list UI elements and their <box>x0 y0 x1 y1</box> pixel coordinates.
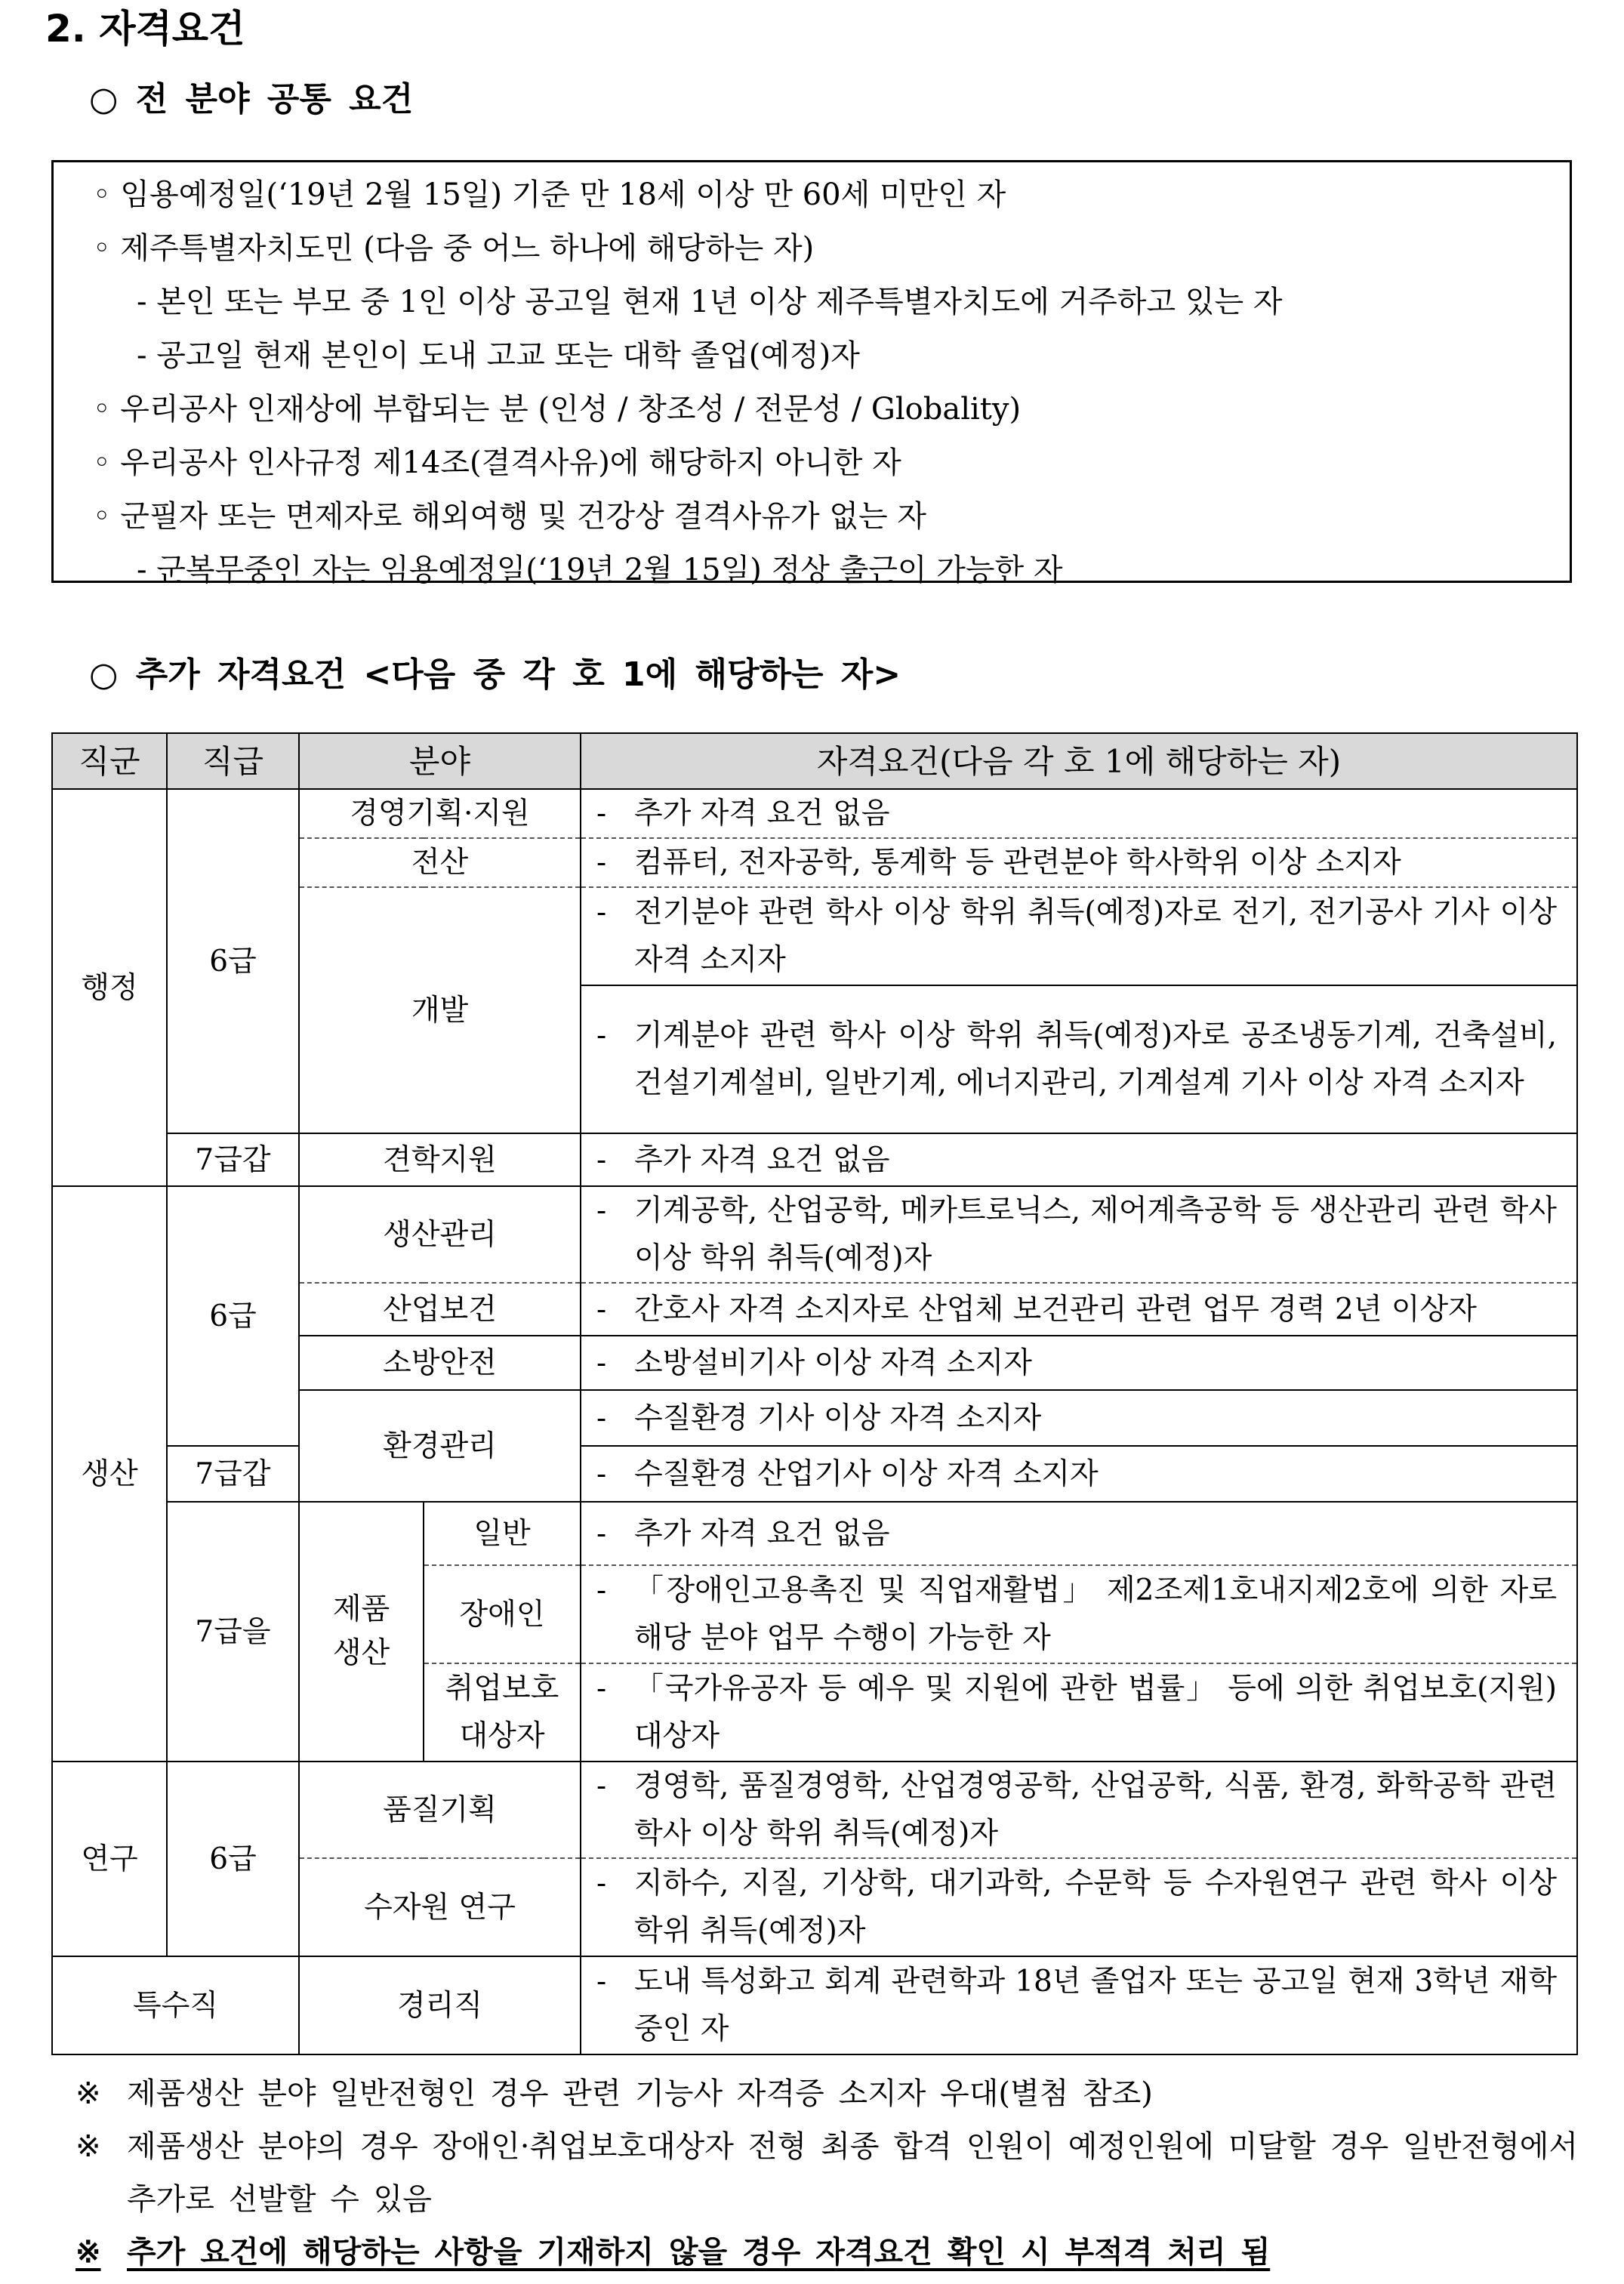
header-requirements: 자격요건(다음 각 호 1에 해당하는 자) <box>581 733 1577 789</box>
table-row: 7급을 제품 생산 일반 - 추가 자격 요건 없음 <box>52 1502 1577 1565</box>
requirement-text: 수질환경 기사 이상 자격 소지자 <box>634 1401 1042 1435</box>
subfield-disabled: 장애인 <box>424 1565 581 1663</box>
table-row: 7급갑 - 수질환경 산업기사 이상 자격 소지자 <box>52 1446 1577 1502</box>
section-title: 2. 자격요건 <box>45 7 245 51</box>
additional-requirements-title: ○ 추가 자격요건 <다음 중 각 호 1에 해당하는 자> <box>89 655 901 694</box>
common-subline: - 군복무중인 자는 임용예정일(‘19년 2월 15일) 정상 출근이 가능한 자 <box>137 553 1063 587</box>
requirement-text: 추가 자격 요건 없음 <box>634 797 890 831</box>
group-production: 생산 <box>52 1186 167 1762</box>
field-water-research: 수자원 연구 <box>299 1858 581 1956</box>
requirement-text: 경영학, 품질경영학, 산업경영공학, 산업공학, 식품, 환경, 화학공학 관련 학사 이상 학위 취득(예정)자 <box>634 1769 1557 1851</box>
common-line: ◦ 우리공사 인사규정 제14조(결격사유)에 해당하지 아니한 자 <box>93 445 901 480</box>
field-intern-support: 견학지원 <box>299 1133 581 1186</box>
subfield-general: 일반 <box>424 1502 581 1565</box>
table-row: 환경관리 - 수질환경 기사 이상 자격 소지자 <box>52 1390 1577 1446</box>
field-mgmt-support: 경영기획·지원 <box>299 789 581 838</box>
notes <box>75 2067 1578 2279</box>
table-row: 연구 6급 품질기획 - 경영학, 품질경영학, 산업경영공학, 산업공학, 식품, 환경, 화학공학 관련 학사 이상 학위 취득(예정)자 <box>52 1762 1577 1858</box>
requirement-text: 도내 특성화고 회계 관련학과 18년 졸업자 또는 공고일 현재 3학년 재학중인 자 <box>634 1965 1557 2046</box>
field-accounting: 경리직 <box>299 1956 581 2054</box>
note-mark: ※ <box>75 2129 101 2164</box>
requirement-text: 추가 자격 요건 없음 <box>634 1142 890 1177</box>
note-warning <box>75 2226 1578 2279</box>
grade-6: 6급 <box>167 789 299 1133</box>
requirement-text: 간호사 자격 소지자로 산업체 보건관리 관련 업무 경력 2년 이상자 <box>634 1292 1477 1327</box>
requirement-text: 「국가유공자 등 예우 및 지원에 관한 법률」 등에 의한 취업보호(지원)대상자 <box>634 1672 1557 1753</box>
requirement-text: 전기분야 관련 학사 이상 학위 취득(예정)자로 전기, 전기공사 기사 이상 자격 소지자 <box>634 895 1557 977</box>
field-industrial-health: 산업보건 <box>299 1283 581 1336</box>
table-row: 장애인 - 「장애인고용촉진 및 직업재활법」 제2조제1호내지제2호에 의한 자로 해당 분야 업무 수행이 가능한 자 <box>52 1565 1577 1663</box>
requirement-text: 소방설비기사 이상 자격 소지자 <box>634 1345 1032 1380</box>
header-field: 분야 <box>299 733 581 789</box>
note-text: 제품생산 분야의 경우 장애인·취업보호대상자 전형 최종 합격 인원이 예정인원에 미달할 경우 일반전형에서 추가로 선발할 수 있음 <box>127 2129 1578 2217</box>
field-production-mgmt: 생산관리 <box>299 1186 581 1283</box>
common-requirements-box <box>51 160 1572 587</box>
header-group: 직군 <box>52 733 167 789</box>
table-row: 전산 - 컴퓨터, 전자공학, 통계학 등 관련분야 학사학위 이상 소지자 <box>52 838 1577 887</box>
common-line: ◦ 제주특별자치도민 (다음 중 어느 하나에 해당하는 자) <box>93 231 815 266</box>
table-header-row <box>52 733 1577 789</box>
common-subline: - 본인 또는 부모 중 1인 이상 공고일 현재 1년 이상 제주특별자치도에 거주하고 있는 자 <box>137 285 1283 319</box>
common-line: ◦ 임용예정일(‘19년 2월 15일) 기준 만 18세 이상 만 60세 미만인 자 <box>93 177 1006 212</box>
table-row: 수자원 연구 - 지하수, 지질, 기상학, 대기과학, 수문학 등 수자원연구 관련 학사 이상 학위 취득(예정)자 <box>52 1858 1577 1956</box>
requirement-text: 컴퓨터, 전자공학, 통계학 등 관련분야 학사학위 이상 소지자 <box>634 846 1401 880</box>
group-admin: 행정 <box>52 789 167 1186</box>
additional-requirements-table <box>51 732 1578 2055</box>
requirement-text: 기계분야 관련 학사 이상 학위 취득(예정)자로 공조냉동기계, 건축설비, 건설기계설비, 일반기계, 에너지관리, 기계설계 기사 이상 자격 소지자 <box>634 1019 1557 1100</box>
field-environment-mgmt: 환경관리 <box>299 1390 581 1502</box>
field-dev: 개발 <box>299 887 581 1133</box>
requirement-text: 「장애인고용촉진 및 직업재활법」 제2조제1호내지제2호에 의한 자로 해당 분야 업무 수행이 가능한 자 <box>634 1574 1557 1655</box>
field-fire-safety: 소방안전 <box>299 1336 581 1390</box>
table-row: 취업보호 대상자 - 「국가유공자 등 예우 및 지원에 관한 법률」 등에 의한 취업보호(지원)대상자 <box>52 1663 1577 1762</box>
note-mark: ※ <box>75 2076 101 2111</box>
table-row: 산업보건 - 간호사 자격 소지자로 산업체 보건관리 관련 업무 경력 2년 이상자 <box>52 1283 1577 1336</box>
field-it: 전산 <box>299 838 581 887</box>
common-line: ◦ 군필자 또는 면제자로 해외여행 및 건강상 결격사유가 없는 자 <box>93 499 927 534</box>
requirement-text: 지하수, 지질, 기상학, 대기과학, 수문학 등 수자원연구 관련 학사 이상 학위 취득(예정)자 <box>634 1866 1557 1948</box>
header-grade: 직급 <box>167 733 299 789</box>
requirement-text: 추가 자격 요건 없음 <box>634 1516 890 1551</box>
grade-7b: 7급을 <box>167 1502 299 1762</box>
note-text: 추가 요건에 해당하는 사항을 기재하지 않을 경우 자격요건 확인 시 부적격 처리 됨 <box>127 2234 1271 2270</box>
field-product-production: 제품 생산 <box>299 1502 424 1762</box>
note-text: 제품생산 분야 일반전형인 경우 관련 기능사 자격증 소지자 우대(별첨 참조) <box>127 2076 1153 2111</box>
note-mark: ※ <box>75 2234 101 2270</box>
requirement-text: 기계공학, 산업공학, 메카트로닉스, 제어계측공학 등 생산관리 관련 학사 이상 학위 취득(예정)자 <box>634 1194 1557 1275</box>
field-quality-planning: 품질기획 <box>299 1762 581 1858</box>
grade-7a: 7급갑 <box>167 1446 299 1502</box>
subfield-employment-protection: 취업보호 대상자 <box>424 1663 581 1762</box>
grade-7a: 7급갑 <box>167 1133 299 1186</box>
group-special: 특수직 <box>52 1956 299 2054</box>
table-row: 7급갑 견학지원 - 추가 자격 요건 없음 <box>52 1133 1577 1186</box>
note <box>75 2067 1578 2120</box>
table-row: 소방안전 - 소방설비기사 이상 자격 소지자 <box>52 1336 1577 1390</box>
table-row: 생산 6급 생산관리 - 기계공학, 산업공학, 메카트로닉스, 제어계측공학 등 생산관리 관련 학사 이상 학위 취득(예정)자 <box>52 1186 1577 1283</box>
requirement-text: 수질환경 산업기사 이상 자격 소지자 <box>634 1456 1099 1491</box>
common-line: ◦ 우리공사 인재상에 부합되는 분 (인성 / 창조성 / 전문성 / Globality) <box>93 392 1022 427</box>
grade-6: 6급 <box>167 1762 299 1956</box>
table-row: - 기계분야 관련 학사 이상 학위 취득(예정)자로 공조냉동기계, 건축설비, 건설기계설비, 일반기계, 에너지관리, 기계설계 기사 이상 자격 소지자 <box>52 985 1577 1133</box>
table-row: 행정 6급 경영기획·지원 - 추가 자격 요건 없음 <box>52 789 1577 838</box>
table-row: 개발 - 전기분야 관련 학사 이상 학위 취득(예정)자로 전기, 전기공사 기사 이상 자격 소지자 <box>52 887 1577 985</box>
table-row: 특수직 경리직 - 도내 특성화고 회계 관련학과 18년 졸업자 또는 공고일 현재 3학년 재학중인 자 <box>52 1956 1577 2054</box>
common-requirements-title: ○ 전 분야 공통 요건 <box>89 80 414 119</box>
note <box>75 2120 1578 2226</box>
common-subline: - 공고일 현재 본인이 도내 고교 또는 대학 졸업(예정)자 <box>137 338 860 373</box>
group-research: 연구 <box>52 1762 167 1956</box>
grade-6: 6급 <box>167 1186 299 1446</box>
